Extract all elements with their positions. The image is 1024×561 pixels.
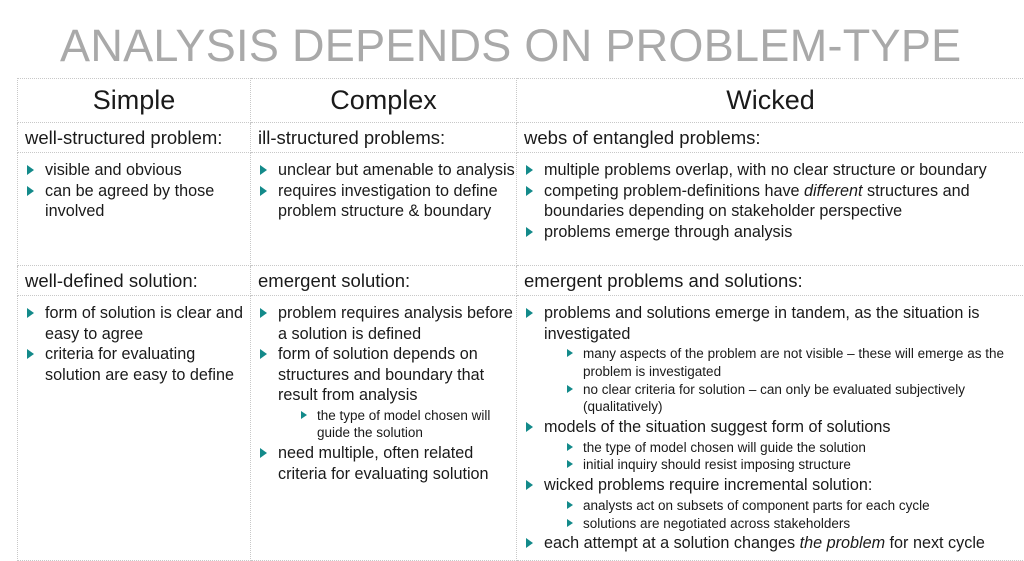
list-item: unclear but amenable to analysis <box>258 160 516 181</box>
list-item: criteria for evaluating solution are easy to define <box>25 344 250 385</box>
solution-heading-row <box>18 266 1024 296</box>
list-item: each attempt at a solution changes the problem for next cycle <box>524 533 1024 554</box>
bullet-triangle-icon <box>567 519 573 527</box>
bullet-triangle-icon <box>526 538 533 548</box>
list-item: form of solution depends on structures and boundary that result from analysis the type of model chosen will guide the solution <box>258 344 516 443</box>
bullet-triangle-icon <box>526 186 533 196</box>
bullet-triangle-icon <box>260 448 267 458</box>
bullet-triangle-icon <box>567 385 573 393</box>
column-header-row <box>18 79 1024 123</box>
sub-list-item: the type of model chosen will guide the solution <box>298 407 516 443</box>
sub-list-item: the type of model chosen will guide the solution <box>564 439 1024 457</box>
sub-list-item: solutions are negotiated across stakeholders <box>564 515 1024 533</box>
sub-list-item: analysts act on subsets of component parts for each cycle <box>564 497 1024 515</box>
list-item: competing problem-definitions have different structures and boundaries depending on stakeholder perspective <box>524 181 1024 222</box>
list-item: models of the situation suggest form of solutions the type of model chosen will guide the solution initial inquiry should resist imposing structure <box>524 417 1024 475</box>
bullet-triangle-icon <box>260 308 267 318</box>
bullet-triangle-icon <box>567 501 573 509</box>
bullet-triangle-icon <box>526 308 533 318</box>
complex-problem-cell <box>251 153 517 266</box>
list-item: problems emerge through analysis <box>524 222 1024 243</box>
list-item: can be agreed by those involved <box>25 181 250 222</box>
bullet-triangle-icon <box>526 165 533 175</box>
problem-heading-row <box>18 123 1024 153</box>
list-item: requires investigation to define problem structure & boundary <box>258 181 516 222</box>
column-header-simple: Simple <box>18 79 251 123</box>
bullet-triangle-icon <box>260 186 267 196</box>
problem-bullets-row <box>18 153 1024 266</box>
list-item: need multiple, often related criteria for evaluating solution <box>258 443 516 484</box>
bullet-triangle-icon <box>526 480 533 490</box>
simple-problem-heading: well-structured problem: <box>18 123 251 153</box>
list-item: wicked problems require incremental solution: analysts act on subsets of component parts for each cycle solutions are negotiated across stakeholders <box>524 475 1024 533</box>
simple-solution-cell <box>18 296 251 561</box>
bullet-triangle-icon <box>27 349 34 359</box>
wicked-problem-heading: webs of entangled problems: <box>517 123 1024 153</box>
simple-solution-heading: well-defined solution: <box>18 266 251 296</box>
complex-solution-heading: emergent solution: <box>251 266 517 296</box>
complex-solution-cell <box>251 296 517 561</box>
list-item: problems and solutions emerge in tandem, as the situation is investigated many aspects of the problem are not visible – these will emerge as the problem is investigated no clear criteria for solution – can only be evaluated subjectively (qualitatively) <box>524 303 1024 417</box>
bullet-triangle-icon <box>567 443 573 451</box>
bullet-triangle-icon <box>526 227 533 237</box>
slide-title: ANALYSIS DEPENDS ON PROBLEM-TYPE <box>60 20 960 72</box>
bullet-triangle-icon <box>27 186 34 196</box>
wicked-solution-heading: emergent problems and solutions: <box>517 266 1024 296</box>
simple-problem-cell <box>18 153 251 266</box>
list-item: form of solution is clear and easy to agree <box>25 303 250 344</box>
sub-list-item: initial inquiry should resist imposing structure <box>564 456 1024 474</box>
column-header-wicked: Wicked <box>517 79 1024 123</box>
wicked-solution-cell <box>517 296 1024 561</box>
bullet-triangle-icon <box>27 308 34 318</box>
bullet-triangle-icon <box>27 165 34 175</box>
sub-list-item: no clear criteria for solution – can only be evaluated subjectively (qualitatively) <box>564 381 1024 417</box>
solution-bullets-row <box>18 296 1024 561</box>
bullet-triangle-icon <box>260 349 267 359</box>
bullet-triangle-icon <box>260 165 267 175</box>
list-item: multiple problems overlap, with no clear structure or boundary <box>524 160 1024 181</box>
bullet-triangle-icon <box>301 411 307 419</box>
sub-list-item: many aspects of the problem are not visible – these will emerge as the problem is investigated <box>564 345 1024 381</box>
complex-problem-heading: ill-structured problems: <box>251 123 517 153</box>
list-item: problem requires analysis before a solution is defined <box>258 303 516 344</box>
bullet-triangle-icon <box>567 460 573 468</box>
wicked-problem-cell <box>517 153 1024 266</box>
column-header-complex: Complex <box>251 79 517 123</box>
bullet-triangle-icon <box>526 422 533 432</box>
list-item: visible and obvious <box>25 160 250 181</box>
problem-type-table <box>17 78 1024 561</box>
bullet-triangle-icon <box>567 349 573 357</box>
